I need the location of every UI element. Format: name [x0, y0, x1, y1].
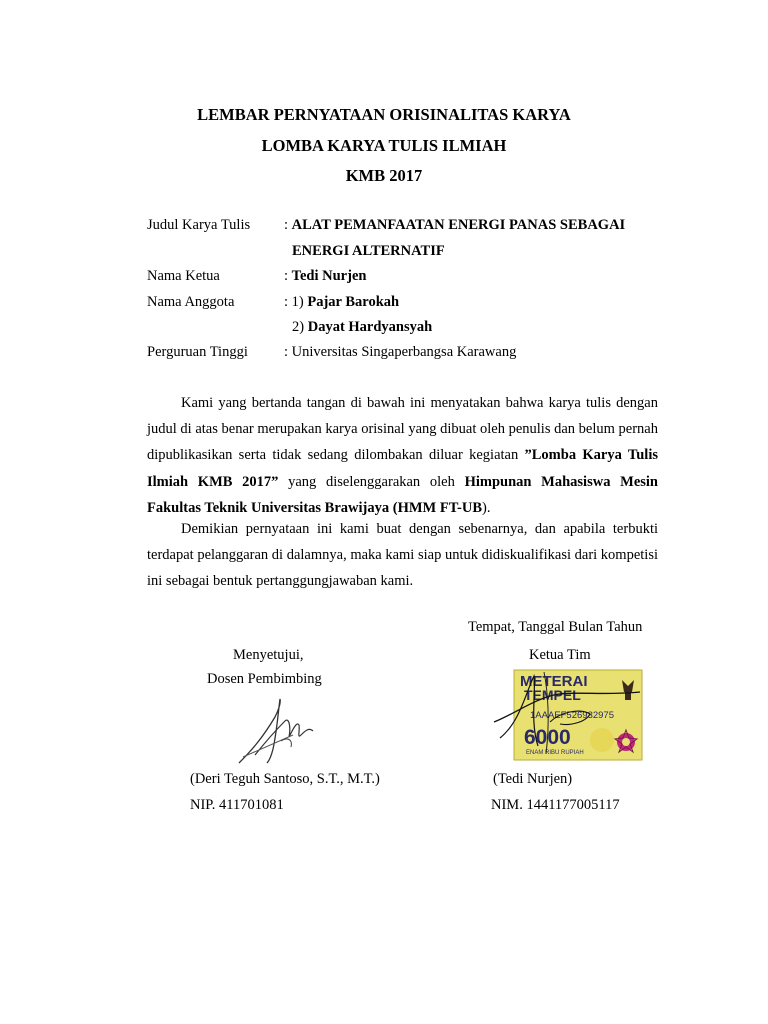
body-p1-text: Kami yang bertanda tangan di bawah ini menyatakan bahwa karya tulis dengan judul di atas benar merupakan karya orisinal yang dibuat oleh penulis dan belum pernah dipublikasikan serta tidak sedang dilombakan diluar kegiatan — [147, 395, 658, 464]
field-perguruan-label: Perguruan Tinggi — [147, 344, 248, 360]
place-date: Tempat, Tanggal Bulan Tahun — [468, 619, 643, 635]
field-anggota-colon: : 1) — [284, 294, 308, 310]
left-sign-title-1: Menyetujui, — [233, 647, 304, 663]
advisor-name: (Deri Teguh Santoso, S.T., M.T.) — [190, 771, 380, 787]
meterai-stamp — [490, 662, 650, 766]
stamp-value: 6000 — [524, 726, 571, 749]
body-paragraph-1 — [147, 390, 658, 521]
field-anggota — [147, 294, 667, 314]
body-p1-end: ). — [482, 499, 491, 516]
left-sign-title-2: Dosen Pembimbing — [207, 671, 322, 687]
field-judul-value-line1: ALAT PEMANFAATAN ENERGI PANAS SEBAGAI — [291, 217, 626, 233]
leader-name: (Tedi Nurjen) — [493, 771, 573, 787]
stamp-value-words: ENAM RIBU RUPIAH — [526, 750, 584, 756]
body-p1-organizer: Himpunan Mahasiswa Mesin Fakultas Teknik Universitas Brawijaya (HMM FT-UB — [147, 473, 659, 516]
field-judul-colon: : — [284, 217, 292, 233]
leader-nim: NIM. 1441177005117 — [491, 797, 620, 813]
field-anggota-2-row — [147, 319, 667, 339]
advisor-signature — [233, 697, 323, 767]
field-perguruan — [147, 344, 667, 364]
field-judul-label: Judul Karya Tulis — [147, 217, 251, 233]
field-ketua-label: Nama Ketua — [147, 268, 220, 284]
field-perguruan-value: : Universitas Singaperbangsa Karawang — [284, 344, 517, 360]
doc-title-line3: KMB 2017 — [345, 166, 423, 185]
stamp-tempel-label: TEMPEL — [524, 687, 581, 703]
field-ketua-colon: : — [284, 268, 292, 284]
stamp-meterai-label: METERAI — [520, 673, 588, 690]
right-sign-title: Ketua Tim — [529, 647, 591, 663]
field-judul-cont — [147, 243, 667, 263]
doc-title-line1: LEMBAR PERNYATAAN ORISINALITAS KARYA — [197, 105, 571, 124]
field-judul-value-line2: ENERGI ALTERNATIF — [292, 243, 445, 259]
field-ketua — [147, 268, 667, 288]
body-paragraph-2: Demikian pernyataan ini kami buat dengan sebenarnya, dan apabila terbukti terdapat pelanggaran di dalamnya, maka kami siap untuk didiskualifikasi dari kompetisi ini sebagai bentuk pertanggungjawaban kami. — [147, 521, 658, 590]
field-ketua-value: Tedi Nurjen — [291, 268, 367, 284]
stamp-serial: 1AAAEF526932975 — [530, 710, 614, 721]
field-anggota-2: Dayat Hardyansyah — [307, 319, 433, 335]
doc-title-line2: LOMBA KARYA TULIS ILMIAH — [261, 136, 507, 155]
field-judul — [147, 217, 667, 237]
field-anggota-2-num: 2) — [292, 319, 308, 335]
body-p1-connector: yang diselenggarakan oleh — [278, 473, 465, 490]
body-p1-event: ”Lomba Karya Tulis Ilmiah KMB 2017” — [147, 447, 658, 490]
field-anggota-label: Nama Anggota — [147, 294, 235, 310]
field-anggota-1: Pajar Barokah — [307, 294, 400, 310]
advisor-nip: NIP. 411701081 — [190, 797, 284, 813]
